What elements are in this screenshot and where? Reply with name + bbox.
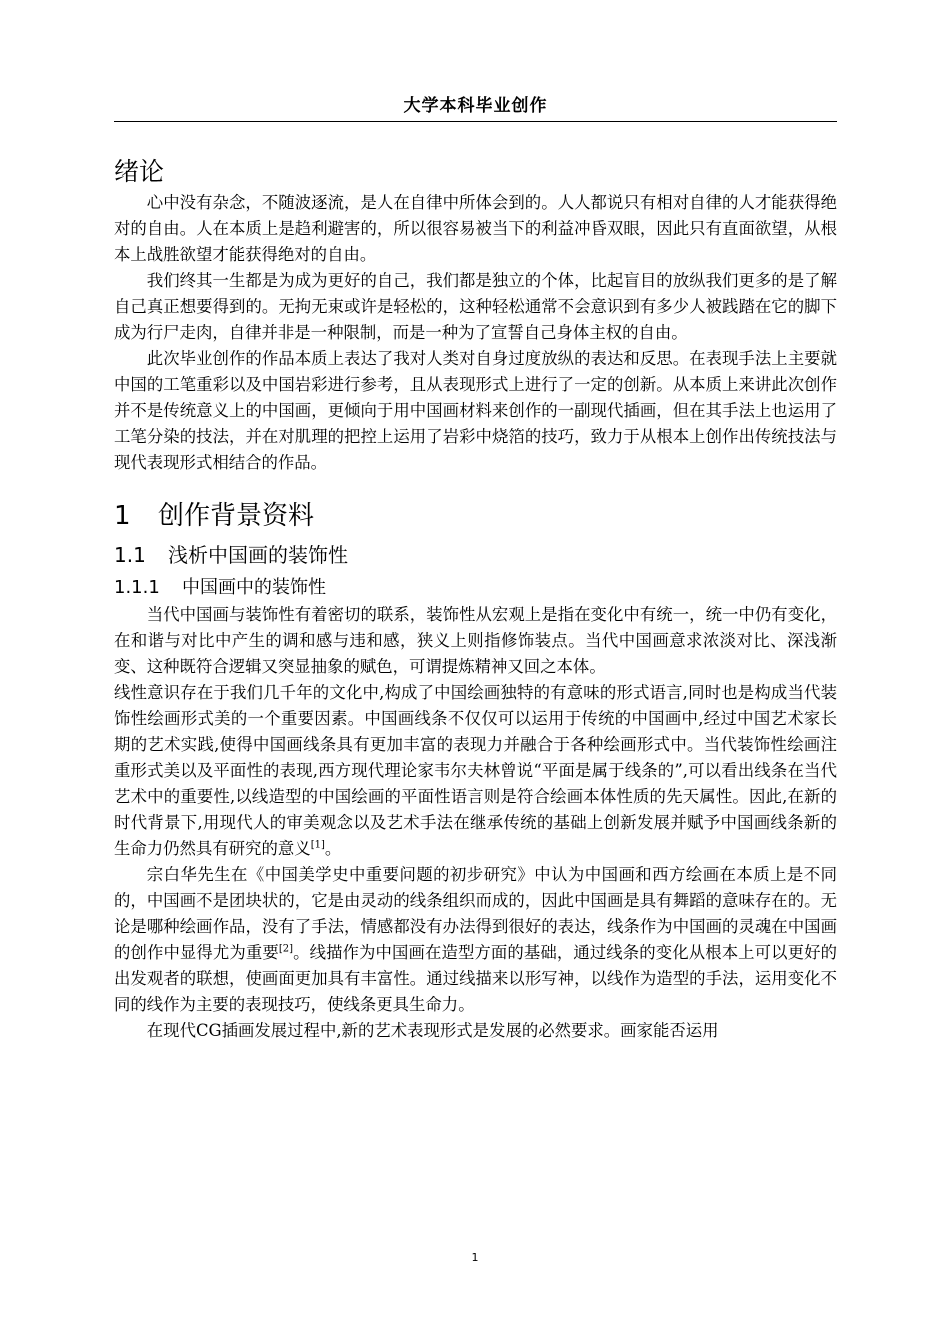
citation-2: [2] xyxy=(278,943,294,955)
section-title: 浅析中国画的装饰性 xyxy=(168,543,348,567)
section-number: 1.1 xyxy=(114,543,146,567)
body-paragraph-3-text-b: 。线描作为中国画在造型方面的基础，通过线条的变化从根本上可以更好的出发观者的联想，使画面更加具有丰富性。通过线描来以形写神，以线作为造型的手法，运用变化不同的线作为主要的表现技巧，使线条更具生命力。 xyxy=(114,943,837,1014)
intro-paragraph-2: 我们终其一生都是为成为更好的自己，我们都是独立的个体，比起盲目的放纵我们更多的是了解自己真正想要得到的。无拘无束或许是轻松的，这种轻松通常不会意识到有多少人被践踏在它的脚下成为行尸走肉，自律并非是一种限制，而是一种为了宣誓自己身体主权的自由。 xyxy=(114,271,837,342)
body-paragraph-2 xyxy=(114,680,837,862)
subsection-number: 1.1.1 xyxy=(114,577,160,598)
running-header: 大学本科毕业创作 xyxy=(403,96,548,116)
body-paragraph-2-text: 线性意识存在于我们几千年的文化中,构成了中国绘画独特的有意味的形式语言,同时也是构成当代装饰性绘画形式美的一个重要因素。中国画线条不仅仅可以运用于传统的中国画中,经过中国艺术家长期的艺术实践,使得中国画线条具有更加丰富的表现力并融合于各种绘画形式中。当代装饰性绘画注重形式美以及平面性的表现,西方现代理论家韦尔夫林曾说“平面是属于线条的”,可以看出线条在当代艺术中的重要性,以线造型的中国绘画的平面性语言则是符合绘画本体性质的先天属性。因此,在新的时代背景下,用现代人的审美观念以及艺术手法在继承传统的基础上创新发展并赋予中国画线条新的生命力仍然具有研究的意义 xyxy=(114,683,837,858)
document-body xyxy=(114,154,837,1044)
chapter-number: 1 xyxy=(114,501,131,531)
header-rule xyxy=(114,121,837,122)
body-paragraph-3-text-a: 宗白华先生在《中国美学史中重要问题的初步研究》中认为中国画和西方绘画在本质上是不同的，中国画不是团块状的，它是由灵动的线条组织而成的，因此中国画是具有舞蹈的意味存在的。无论是哪种绘画作品，没有了手法，情感都没有办法得到很好的表达，线条作为中国画的灵魂在中国画的创作中显得尤为重要 xyxy=(114,865,837,962)
subsection-heading xyxy=(114,574,837,602)
subsection-title: 中国画中的装饰性 xyxy=(182,577,326,598)
section-heading xyxy=(114,540,837,570)
intro-paragraph-3: 此次毕业创作的作品本质上表达了我对人类对自身过度放纵的表达和反思。在表现手法上主要就中国的工笔重彩以及中国岩彩进行参考，且从表现形式上进行了一定的创新。从本质上来讲此次创作并不是传统意义上的中国画，更倾向于用中国画材料来创作的一副现代插画，但在其手法上也运用了工笔分染的技法，并在对肌理的把控上运用了岩彩中烧箔的技巧，致力于从根本上创作出传统技法与现代表现形式相结合的作品。 xyxy=(114,349,837,472)
body-paragraph-2-end: 。 xyxy=(324,839,342,858)
body-paragraph-1: 当代中国画与装饰性有着密切的联系，装饰性从宏观上是指在变化中有统一，统一中仍有变化，在和谐与对比中产生的调和感与违和感，狭义上则指修饰装点。当代中国画意求浓淡对比、深浅渐变、这种既符合逻辑又突显抽象的赋色，可谓提炼精神又回之本体。 xyxy=(114,605,837,676)
intro-heading: 绪论 xyxy=(114,157,165,186)
intro-paragraph-1: 心中没有杂念，不随波逐流，是人在自律中所体会到的。人人都说只有相对自律的人才能获得绝对的自由。人在本质上是趋利避害的，所以很容易被当下的利益冲昏双眼，因此只有直面欲望，从根本上战胜欲望才能获得绝对的自由。 xyxy=(114,193,837,264)
chapter-heading xyxy=(114,498,837,534)
body-paragraph-4: 在现代CG插画发展过程中,新的艺术表现形式是发展的必然要求。画家能否运用 xyxy=(146,1021,719,1040)
chapter-title: 创作背景资料 xyxy=(158,501,315,531)
citation-1: [1] xyxy=(310,839,325,851)
body-paragraph-3 xyxy=(114,862,837,1018)
page-number: 1 xyxy=(471,1251,479,1264)
